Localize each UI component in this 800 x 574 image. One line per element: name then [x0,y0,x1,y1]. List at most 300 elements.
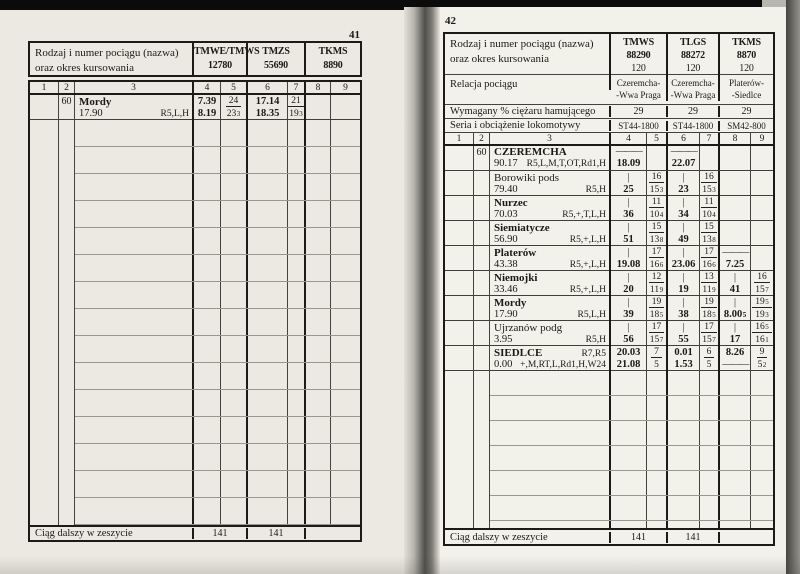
station-detail-line [494,284,606,296]
cell-top-value [701,221,717,233]
locomotive-value: ST44-1800 [611,121,668,131]
timetable-cell [751,221,773,246]
train-load: 120 [739,63,754,74]
header-title-line2: oraz okres kursowania [35,62,134,74]
station-distance: 3.95 [494,333,513,345]
book-spine [404,0,440,574]
cell-bottom-value [654,359,659,371]
pass-through-tick-icon [734,322,736,334]
value-text: 19 [289,109,299,119]
train-load: 120 [685,63,701,74]
timetable-cell [700,146,720,170]
station-name-line [494,347,606,359]
timetable-cell [700,321,720,346]
station-distance: 79.40 [494,183,518,195]
timetable-cell [720,196,751,221]
train-type: TMWS [623,37,654,48]
timetable-cell [720,346,751,371]
value-text: 19 [704,296,714,307]
train-column-header [720,34,773,75]
timetable-cell [720,296,751,321]
empty-cell [751,371,773,528]
value-text: 17 [729,333,741,345]
timetable-cell [668,321,700,346]
station-cell [490,171,611,196]
station-name: CZEREMCHA [494,146,567,158]
value-text: 5 [654,360,659,370]
train-number: 88290 [626,50,651,61]
station-distance: 33.46 [494,283,518,295]
timetable-cell [611,296,647,321]
cell-bottom-value: 15 7 [702,335,716,345]
value-text: | [733,271,736,283]
value-text: 23 [226,109,237,119]
empty-cell [445,371,474,528]
column-number: 6 [248,82,288,93]
station-distance: 17.90 [494,308,518,320]
cell-bottom-value [678,309,689,321]
train-column-header [248,43,306,76]
empty-cell [700,371,720,528]
value-text: ——— [722,246,748,258]
header-title-line1: Rodzaj i numer pociągu (nazwa) [450,38,594,50]
station-cell [490,246,611,271]
value-text: | [682,196,685,208]
photo-bottom-shadow [0,556,800,574]
train-column-header [194,43,260,76]
timetable-cell [194,95,221,120]
column-number: 5 [221,82,248,93]
timetable-cell [647,171,668,196]
value-text: 13 [704,271,714,282]
train-type: TKMS [318,46,348,57]
timetable-cell [720,321,751,346]
cell-top-value [649,221,665,233]
timetable-cell [647,246,668,271]
cell-bottom-value [678,284,689,296]
cell-top-value: 19 5 [752,296,772,308]
train-type: TKMS [732,37,761,48]
empty-cell [474,371,490,528]
value-text: 36 [623,208,634,220]
row-number-cell [474,146,490,170]
pass-through-tick-icon [627,197,629,209]
value-text: 13 [702,235,712,245]
relation-from: Czeremcha- [671,78,715,88]
timetable-cell [700,346,720,371]
cell-top-value [649,246,665,258]
station-row [445,296,773,321]
timetable-cell [720,146,751,170]
footer-label: Ciąg dalszy w zeszycie [445,532,611,543]
empty-cell [445,296,474,321]
value-text: 6 [706,346,712,357]
timetable-cell [751,196,773,221]
value-text: 17 [704,246,714,257]
cell-bottom-value: 15 7 [649,335,664,345]
brake-value: 29 [611,106,668,117]
cell-top-value [651,346,662,358]
footer-value: 141 [668,532,720,543]
timetable-cell [700,221,720,246]
value-text: | [627,246,630,258]
station-name-line [494,222,606,234]
cell-top-value [649,196,664,208]
timetable-cell [751,246,773,271]
relation-value [720,75,773,101]
timetable-cell [720,171,751,196]
value-text: | [627,196,630,208]
train-column-header [306,43,360,76]
value-text: 15 [755,285,765,295]
timetable-cell [611,246,647,271]
station-distance: 70.03 [494,208,518,220]
station-row [30,95,360,120]
empty-grid [445,371,773,528]
value-text: | [682,246,685,258]
station-name: SIEDLCE [494,346,543,359]
station-row [445,246,773,271]
relation-value [668,75,720,101]
cell-bottom-value [730,284,741,296]
station-distance: 43.38 [494,258,518,270]
locomotive-row [445,119,773,133]
value-text: | [682,221,685,233]
pass-through-tick-icon [627,272,629,284]
column-number: 1 [30,82,59,93]
value-text: 34 [678,208,689,220]
empty-cell [720,371,751,528]
cell-bottom-value [672,158,696,170]
station-name: Borowiki pods [494,171,560,184]
value-text: | [627,321,630,333]
value-text: 11 [702,285,712,295]
cell-bottom-value: 13 8 [649,235,664,245]
value-text: | [627,221,630,233]
station-row [445,196,773,221]
right-table-header [445,34,773,75]
cell-top-value [701,321,717,333]
timetable-cell [288,95,306,120]
value-text: 23 [678,183,689,195]
timetable-cell [668,171,700,196]
cell-bottom-value: 15 3 [702,185,716,195]
timetable-right [443,32,775,546]
value-text: 16 [649,260,660,270]
cell-top-value [701,296,717,308]
train-number: 8870 [736,50,757,61]
cell-top-value [757,346,768,358]
relation-from: Czeremcha- [616,78,661,88]
station-name-line [494,146,606,158]
timetable-cell [331,95,360,120]
pass-through-tick-icon [682,272,684,284]
station-name: Mordy [494,296,527,309]
station-name: Niemojki [494,271,538,284]
empty-cell [445,246,474,271]
column-number: 2 [59,82,75,93]
timetable-cell [700,196,720,221]
cell-top-value [726,347,744,359]
relation-label: Relacja pociągu [445,75,611,90]
table-footer [445,528,773,544]
value-text: 41 [729,283,741,295]
column-number: 7 [700,133,720,144]
station-row [445,321,773,346]
cell-top-value [256,96,280,108]
station-flags: R5,+,T,L,H [562,209,606,220]
value-text: 17 [651,321,662,332]
station-detail-line [494,209,606,221]
timetable-cell [611,171,647,196]
empty-cell [445,171,474,196]
station-cell [75,95,194,120]
train-number: 12780 [207,60,232,71]
empty-cell [30,120,59,525]
station-cell [490,321,611,346]
value-text: 7.39 [197,95,217,107]
value-text: | [682,271,685,283]
cell-top-value [754,271,770,283]
station-detail-line [494,334,606,346]
value-text: 7.25 [725,258,745,270]
cell-top-value [649,171,665,183]
value-text: 18 [702,310,712,320]
timetable-cell [306,95,331,120]
cell-bottom-value [623,284,634,296]
cell-bottom-value: 16 6 [649,260,664,270]
timetable-cell [751,171,773,196]
station-name: Nurzec [494,196,528,209]
header-title [445,34,611,75]
row-number: 60 [61,96,72,107]
empty-cell [668,371,700,528]
timetable-left [28,41,362,542]
cell-bottom-value: 10 4 [702,210,716,220]
station-name-line [79,96,189,108]
cell-top-value [701,171,717,183]
empty-cell [75,120,194,525]
station-name-line [494,272,606,284]
value-text: 18 [649,310,660,320]
cell-bottom-value: 11 9 [649,285,664,295]
station-row [445,271,773,296]
value-text: 16 [755,335,765,345]
row-number-cell [474,321,490,346]
value-text: 11 [704,196,714,207]
value-text: | [733,296,736,308]
cell-bottom-value: 18 5 [649,310,664,320]
terminus-dash-icon [722,359,748,371]
value-text: ——— [615,146,642,157]
value-text: 15 [649,335,660,345]
cell-bottom-value: 19 3 [289,109,303,119]
value-text: 25 [623,183,634,195]
train-type: TMZS [262,46,290,57]
cell-top-value [226,95,242,107]
cell-bottom-value [623,309,634,321]
station-name: Platerów [494,246,537,259]
row-number-cell [474,196,490,221]
terminus-dash-icon [671,146,697,158]
cell-bottom-value [678,234,689,246]
row-number-cell [474,271,490,296]
value-text: 8.19 [197,107,217,119]
station-flags: R5,+,L,H [569,284,606,295]
timetable-cell [647,271,668,296]
station-name-line [494,322,606,334]
timetable-cell [611,221,647,246]
page-number-right: 42 [445,15,456,27]
timetable-cell [751,321,773,346]
value-text: 8.00 [723,308,743,320]
train-number: 8890 [323,60,343,71]
value-text: 9 [759,346,765,357]
pass-through-tick-icon [682,297,684,309]
cell-bottom-value: 23 3 [226,109,241,119]
station-detail-line [79,108,189,120]
timetable-cell [668,221,700,246]
empty-cell [306,120,331,525]
cell-bottom-value: 15 3 [649,185,664,195]
value-text: ——— [722,358,748,370]
timetable-cell [647,146,668,170]
value-text: 13 [649,235,660,245]
value-text: 19 [755,310,765,320]
empty-grid [30,120,360,525]
header-title-line2: oraz okres kursowania [450,53,549,65]
pass-through-tick-icon [682,247,684,259]
terminus-dash-icon [722,247,748,259]
empty-cell [445,196,474,221]
cell-top-value [288,95,304,107]
cell-bottom-value [678,334,689,346]
cell-bottom-value [678,184,689,196]
cell-top-value [649,296,665,308]
cell-bottom-value: 16 1 [755,335,769,345]
pass-through-tick-icon [627,222,629,234]
pass-through-tick-icon [627,322,629,334]
cell-top-value [617,347,641,359]
cell-bottom-value: 15 7 [755,285,769,295]
cell-bottom-value [726,259,744,271]
cell-bottom-value: 11 9 [702,285,716,295]
cell-bottom-value [617,259,641,271]
column-number: 8 [306,82,331,93]
timetable-cell [751,296,773,321]
cell-top-value [198,96,216,108]
timetable-cell [668,196,700,221]
empty-cell [611,371,647,528]
value-text: 18.09 [616,158,641,169]
train-column-header [611,34,668,75]
column-number: 7 [288,82,306,93]
timetable-cell [647,221,668,246]
cell-top-value [704,346,715,358]
cell-bottom-value [707,359,712,371]
cell-bottom-value: 13 8 [702,235,716,245]
value-text: 21.08 [616,358,641,370]
relation-to: -Wwa Praga [670,90,716,100]
cell-top-value: 16 5 [752,321,772,333]
relation-from: Platerów- [729,78,764,88]
pass-through-tick-icon [734,297,736,309]
header-title [30,43,194,76]
value-text: 10 [702,210,712,220]
column-number: 4 [611,133,647,144]
station-flags: R5,H [585,184,606,195]
station-rows [445,146,773,371]
cell-bottom-value: 16 6 [702,260,716,270]
station-cell [490,146,611,170]
photo-top-edge-left [0,0,404,10]
cell-bottom-value: 19 3 [755,310,769,320]
timetable-cell [647,196,668,221]
station-distance: 17.90 [79,107,103,119]
empty-cell [221,120,248,525]
timetable-cell [668,271,700,296]
empty-cell [445,321,474,346]
empty-cell [30,95,59,120]
row-number-cell [474,171,490,196]
locomotive-label: Seria i obciążenie lokomotywy [445,120,611,131]
terminus-dash-icon [616,146,642,158]
relation-value [611,75,668,101]
value-text: 56 [623,333,634,345]
value-text: 39 [623,308,634,320]
value-text: 23.06 [671,258,696,270]
value-text: 11 [649,285,660,295]
relation-to: -Siedlce [731,90,762,100]
station-detail-line [494,309,606,321]
value-text: 20.03 [616,346,641,358]
station-distance: 0.00 [494,358,513,370]
book-cover-edge [786,0,800,574]
locomotive-value: SM42-800 [727,120,766,131]
cell-bottom-value [623,234,634,246]
column-number-row [28,80,362,93]
cell-bottom-value: 10 4 [649,210,664,220]
timetable-cell [751,346,773,371]
column-number: 8 [720,133,751,144]
value-text: 19.08 [616,258,641,270]
empty-cell [647,371,668,528]
empty-cell [288,120,306,525]
value-text: 15 [649,185,660,195]
column-number: 3 [75,82,194,93]
pass-through-tick-icon [627,172,629,184]
empty-cell [248,120,288,525]
value-text: 17 [704,321,714,332]
value-text: 15 [702,335,712,345]
value-text: 12 [651,271,662,282]
timetable-cell [647,296,668,321]
timetable-cell [700,246,720,271]
timetable-cell [700,171,720,196]
value-text: 20 [623,283,634,295]
timetable-cell [611,146,647,170]
station-flags: R5,+,L,H [569,234,606,245]
value-text: 55 [678,333,689,345]
cell-bottom-value: 18 5 [702,310,716,320]
timetable-cell [751,271,773,296]
cell-bottom-value [623,334,634,346]
table-footer [30,525,360,540]
timetable-cell [720,271,751,296]
station-detail-line [494,359,606,371]
value-text: 22.07 [671,158,696,169]
column-number: 4 [194,82,221,93]
